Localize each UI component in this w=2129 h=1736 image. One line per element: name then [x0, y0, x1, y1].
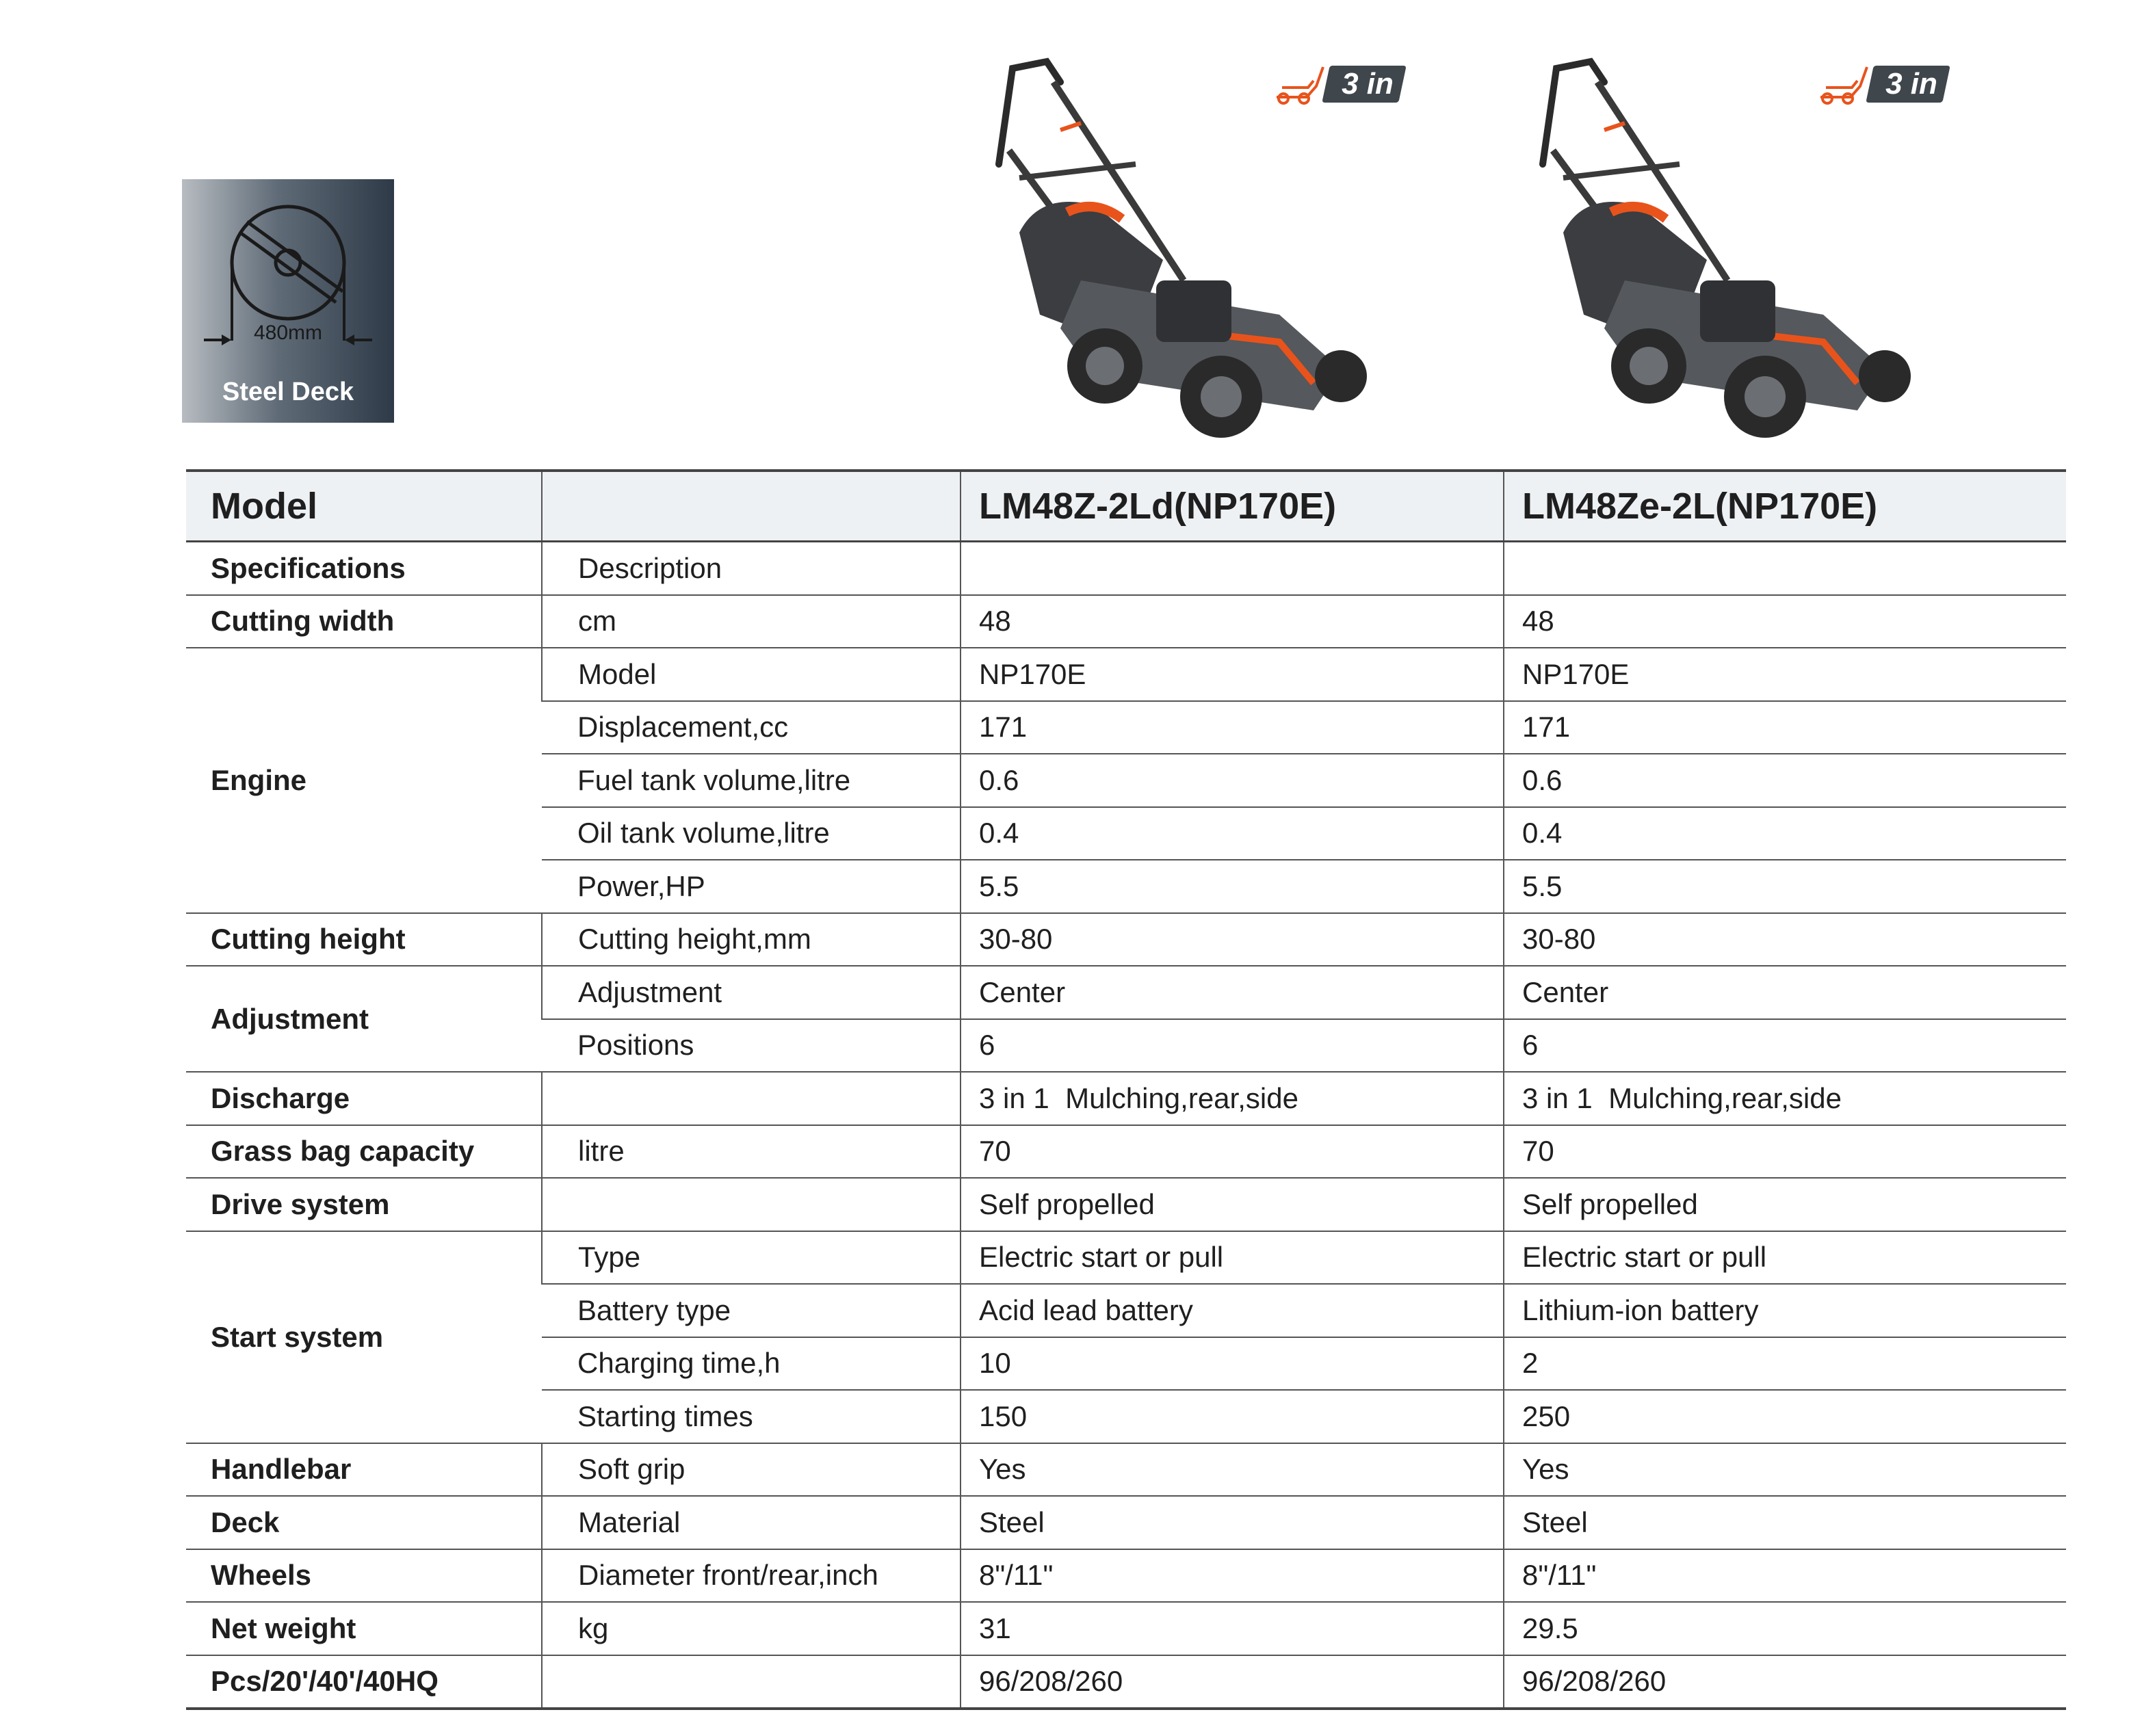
three-in-one-label: 3 in 1 — [1342, 67, 1394, 135]
row-value-2: Self propelled — [1504, 1178, 2066, 1231]
mower-outline-icon — [1816, 63, 1871, 105]
row-value-1: 8"/11" — [961, 1549, 1504, 1603]
row-value-1: 171 — [961, 701, 1504, 754]
row-value-1: 5.5 — [961, 860, 1504, 913]
row-description: Diameter front/rear,inch — [542, 1549, 961, 1603]
row-category: Drive system — [186, 1178, 542, 1231]
steel-deck-badge — [182, 179, 394, 423]
row-value-1: NP170E — [961, 648, 1504, 701]
row-description — [542, 1072, 961, 1125]
row-value-1: 30-80 — [961, 913, 1504, 966]
row-value-2: 250 — [1504, 1390, 2066, 1443]
table-row — [186, 1125, 2066, 1179]
three-in-one-label: 3 in 1 — [1885, 67, 1937, 135]
table-row — [186, 542, 2066, 595]
table-row — [186, 1655, 2066, 1709]
row-value-2: 0.4 — [1504, 807, 2066, 860]
row-description: Positions — [542, 1019, 961, 1073]
row-value-1: 150 — [961, 1390, 1504, 1443]
row-value-1: Acid lead battery — [961, 1284, 1504, 1337]
row-value-1: 0.4 — [961, 807, 1504, 860]
row-value-2: Lithium-ion battery — [1504, 1284, 2066, 1337]
row-category: Handlebar — [186, 1443, 542, 1497]
row-value-1: Center — [961, 966, 1504, 1019]
row-value-1: 48 — [961, 595, 1504, 648]
row-description — [542, 1655, 961, 1709]
row-category: Net weight — [186, 1602, 542, 1655]
lawn-mower-icon — [958, 55, 1382, 438]
row-description: Oil tank volume,litre — [542, 807, 961, 860]
row-description: Type — [542, 1231, 961, 1285]
row-value-2: 8"/11" — [1504, 1549, 2066, 1603]
header-model-label: Model — [186, 471, 542, 542]
lawn-mower-icon — [1502, 55, 1926, 438]
row-category: Grass bag capacity — [186, 1125, 542, 1179]
row-value-2: Center — [1504, 966, 2066, 1019]
header-blank — [542, 471, 961, 542]
row-value-2: Steel — [1504, 1496, 2066, 1549]
table-row — [186, 1443, 2066, 1497]
row-description: cm — [542, 595, 961, 648]
row-category: Adjustment — [186, 966, 542, 1072]
row-value-2: Yes — [1504, 1443, 2066, 1497]
row-value-1: Self propelled — [961, 1178, 1504, 1231]
row-category: Pcs/20'/40'/40HQ — [186, 1655, 542, 1709]
row-value-2: 0.6 — [1504, 754, 2066, 807]
row-description — [542, 1178, 961, 1231]
row-value-1: 0.6 — [961, 754, 1504, 807]
row-value-2: 2 — [1504, 1337, 2066, 1391]
three-in-one-badge — [1272, 63, 1402, 135]
row-value-1: 6 — [961, 1019, 1504, 1073]
row-description: Displacement,cc — [542, 701, 961, 754]
row-value-1: Electric start or pull — [961, 1231, 1504, 1285]
three-in-one-badge — [1816, 63, 1946, 135]
row-description: Soft grip — [542, 1443, 961, 1497]
table-row — [186, 595, 2066, 648]
table-row — [186, 1549, 2066, 1603]
row-category: Specifications — [186, 542, 542, 595]
row-value-1: 96/208/260 — [961, 1655, 1504, 1709]
table-row — [186, 966, 2066, 1019]
mower-outline-icon — [1272, 63, 1327, 105]
table-row — [186, 1602, 2066, 1655]
row-description: Battery type — [542, 1284, 961, 1337]
row-description: litre — [542, 1125, 961, 1179]
table-row — [186, 1496, 2066, 1549]
row-description: Model — [542, 648, 961, 701]
product-image-2 — [1502, 55, 1937, 438]
row-category: Engine — [186, 648, 542, 913]
row-category: Start system — [186, 1231, 542, 1443]
table-row — [186, 648, 2066, 701]
row-description: Adjustment — [542, 966, 961, 1019]
row-value-2: 171 — [1504, 701, 2066, 754]
table-row — [186, 1231, 2066, 1285]
table-row — [186, 913, 2066, 966]
row-value-1: Steel — [961, 1496, 1504, 1549]
row-value-1: 3 in 1 Mulching,rear,side — [961, 1072, 1504, 1125]
header-model-1: LM48Z-2Ld(NP170E) — [961, 471, 1504, 542]
row-description: Power,HP — [542, 860, 961, 913]
row-category: Cutting width — [186, 595, 542, 648]
row-value-2 — [1504, 542, 2066, 595]
row-value-1 — [961, 542, 1504, 595]
row-description: Cutting height,mm — [542, 913, 961, 966]
row-value-2: 29.5 — [1504, 1602, 2066, 1655]
row-description: Material — [542, 1496, 961, 1549]
spec-table — [186, 469, 2066, 1710]
header-model-2: LM48Ze-2L(NP170E) — [1504, 471, 2066, 542]
row-value-2: 96/208/260 — [1504, 1655, 2066, 1709]
row-value-2: 3 in 1 Mulching,rear,side — [1504, 1072, 2066, 1125]
row-description: Starting times — [542, 1390, 961, 1443]
row-value-2: Electric start or pull — [1504, 1231, 2066, 1285]
row-category: Deck — [186, 1496, 542, 1549]
table-header-row — [186, 471, 2066, 542]
row-value-1: Yes — [961, 1443, 1504, 1497]
row-category: Wheels — [186, 1549, 542, 1603]
row-value-2: 48 — [1504, 595, 2066, 648]
row-description: kg — [542, 1602, 961, 1655]
row-description: Description — [542, 542, 961, 595]
table-row — [186, 1178, 2066, 1231]
row-value-2: 30-80 — [1504, 913, 2066, 966]
row-value-2: 70 — [1504, 1125, 2066, 1179]
row-value-1: 70 — [961, 1125, 1504, 1179]
row-value-2: 5.5 — [1504, 860, 2066, 913]
deck-size-label: 480mm — [253, 321, 323, 344]
row-value-2: NP170E — [1504, 648, 2066, 701]
row-category: Cutting height — [186, 913, 542, 966]
table-row — [186, 1072, 2066, 1125]
row-description: Charging time,h — [542, 1337, 961, 1391]
product-image-1 — [958, 55, 1394, 438]
row-value-1: 10 — [961, 1337, 1504, 1391]
row-category: Discharge — [186, 1072, 542, 1125]
row-description: Fuel tank volume,litre — [542, 754, 961, 807]
deck-type-label: Steel Deck — [222, 378, 354, 406]
row-value-2: 6 — [1504, 1019, 2066, 1073]
row-value-1: 31 — [961, 1602, 1504, 1655]
